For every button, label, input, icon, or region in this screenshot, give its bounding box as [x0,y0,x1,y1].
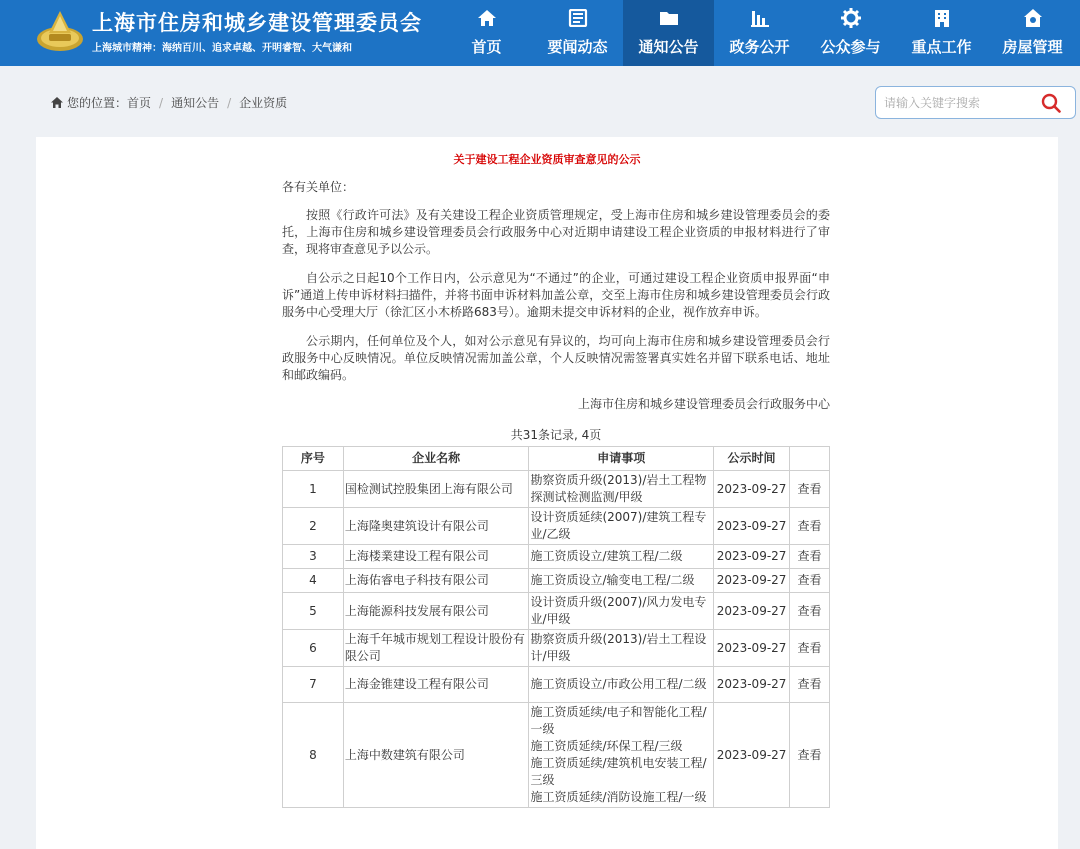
column-header-company: 企业名称 [343,447,529,471]
cell-no: 7 [283,667,344,703]
table-body [283,471,830,808]
cell-date: 2023-09-27 [714,593,790,630]
nav-label: 要闻动态 [547,38,608,56]
article-signature: 上海市住房和城乡建设管理委员会行政服务中心 [577,397,830,411]
breadcrumb-separator: / [227,95,232,110]
table-row [283,593,830,630]
folder-icon [659,8,679,28]
cell-no: 2 [283,508,344,545]
nav-item-notices[interactable] [623,0,714,66]
building-icon [932,8,952,28]
nav-label: 重点工作 [911,38,972,56]
view-link[interactable]: 查看 [790,471,830,508]
nav-label: 房屋管理 [1002,38,1063,56]
nav-label: 首页 [471,38,502,56]
cell-company: 上海隆奥建筑设计有限公司 [343,508,529,545]
cell-items [529,630,714,667]
search-box [875,86,1076,119]
cell-items [529,545,714,569]
view-link[interactable]: 查看 [790,569,830,593]
home-icon [51,97,63,108]
table-row [283,703,830,808]
cell-no: 3 [283,545,344,569]
cell-date: 2023-09-27 [714,630,790,667]
nav-item-home[interactable] [441,0,532,66]
breadcrumb-home[interactable]: 首页 [127,96,152,110]
view-link[interactable]: 查看 [790,593,830,630]
view-link[interactable]: 查看 [790,667,830,703]
cell-company: 国检测试控股集团上海有限公司 [343,471,529,508]
home-icon [477,8,497,28]
article-paragraph: 自公示之日起10个工作日内，公示意见为“不通过”的企业，可通过建设工程企业资质申报界面“申诉”通道上传申诉材料扫描件，并将书面申诉材料加盖公章，交至上海市住房和城乡建设管理委员会行政服务中心受理大厅（徐汇区小木桥路683号）。逾期未提交申诉材料的企业，视作放弃申诉。 [282,271,830,319]
cell-company: 上海楼業建设工程有限公司 [343,545,529,569]
site-logo[interactable] [35,7,85,57]
cell-no: 8 [283,703,344,808]
column-header-action [790,447,830,471]
article-paragraph: 公示期内，任何单位及个人，如对公示意见有异议的，均可向上海市住房和城乡建设管理委员会行政服务中心反映情况。单位反映情况需加盖公章，个人反映情况需签署真实姓名并留下联系电话、地址和邮政编码。 [282,334,830,382]
view-link[interactable]: 查看 [790,703,830,808]
application-item: 施工资质延续/建筑机电安装工程/三级 [530,756,707,787]
table-row [283,545,830,569]
application-item: 施工资质延续/消防设施工程/一级 [530,790,707,804]
content-panel [36,137,1058,849]
cell-items [529,593,714,630]
cell-no: 6 [283,630,344,667]
table-row [283,667,830,703]
application-item: 设计资质延续(2007)/建筑工程专业/乙级 [530,510,707,541]
nav-item-housing[interactable] [987,0,1078,66]
cell-date: 2023-09-27 [714,508,790,545]
results-table [282,446,830,808]
view-link[interactable]: 查看 [790,508,830,545]
search-input[interactable] [884,93,1034,113]
breadcrumb-separator: / [159,95,164,110]
nav-label: 公众参与 [820,38,881,56]
nav-item-news[interactable] [532,0,623,66]
cell-items [529,703,714,808]
table-row [283,471,830,508]
column-header-no: 序号 [283,447,344,471]
bar-chart-icon [750,8,770,28]
nav-label: 通知公告 [638,38,699,56]
cell-items [529,508,714,545]
breadcrumb-prefix: 您的位置： [67,96,128,110]
site-header [0,0,1080,66]
table-row [283,569,830,593]
cell-date: 2023-09-27 [714,545,790,569]
main-nav [441,0,1078,66]
breadcrumb [51,94,287,111]
record-count: 共31条记录, 4页 [510,428,602,442]
application-item: 勘察资质升级(2013)/岩土工程设计/甲级 [530,632,707,663]
gear-icon [841,8,861,28]
application-item: 施工资质延续/环保工程/三级 [530,739,683,753]
site-slogan: 上海城市精神：海纳百川、追求卓越、开明睿智、大气谦和 [92,43,352,54]
site-title: 上海市住房和城乡建设管理委员会 [92,11,422,35]
cell-company: 上海千年城市规划工程设计股份有限公司 [343,630,529,667]
cell-date: 2023-09-27 [714,667,790,703]
application-item: 勘察资质升级(2013)/岩土工程物探测试检测监测/甲级 [530,473,707,504]
cell-date: 2023-09-27 [714,569,790,593]
application-item: 设计资质升级(2007)/风力发电专业/甲级 [530,595,707,626]
article-body [282,179,830,808]
nav-item-government[interactable] [714,0,805,66]
article-title: 关于建设工程企业资质审查意见的公示 [453,153,641,166]
nav-label: 政务公开 [729,38,790,56]
news-icon [568,8,588,28]
cell-company: 上海中数建筑有限公司 [343,703,529,808]
cell-items [529,471,714,508]
cell-no: 1 [283,471,344,508]
nav-item-participation[interactable] [805,0,896,66]
article-paragraph: 按照《行政许可法》及有关建设工程企业资质管理规定，受上海市住房和城乡建设管理委员会的委托，上海市住房和城乡建设管理委员会行政服务中心对近期申请建设工程企业资质的申报材料进行了审查，现将审查意见予以公示。 [282,208,830,256]
house-icon [1023,8,1043,28]
search-icon[interactable] [1041,93,1061,117]
cell-company: 上海金锥建设工程有限公司 [343,667,529,703]
breadcrumb-notices[interactable]: 通知公告 [171,96,220,110]
view-link[interactable]: 查看 [790,545,830,569]
cell-company: 上海佑睿电子科技有限公司 [343,569,529,593]
cell-date: 2023-09-27 [714,471,790,508]
cell-no: 5 [283,593,344,630]
breadcrumb-current[interactable]: 企业资质 [239,96,288,110]
cell-items [529,667,714,703]
cell-company: 上海能源科技发展有限公司 [343,593,529,630]
application-item: 施工资质设立/市政公用工程/二级 [530,677,707,691]
cell-items [529,569,714,593]
application-item: 施工资质延续/电子和智能化工程/一级 [530,705,707,736]
cell-date: 2023-09-27 [714,703,790,808]
cell-no: 4 [283,569,344,593]
nav-item-key-work[interactable] [896,0,987,66]
article-greeting: 各有关单位： [282,180,355,194]
table-row [283,630,830,667]
table-header-row [283,447,830,471]
view-link[interactable]: 查看 [790,630,830,667]
table-row [283,508,830,545]
column-header-items: 申请事项 [529,447,714,471]
column-header-date: 公示时间 [714,447,790,471]
application-item: 施工资质设立/输变电工程/二级 [530,573,695,587]
application-item: 施工资质设立/建筑工程/二级 [530,549,683,563]
